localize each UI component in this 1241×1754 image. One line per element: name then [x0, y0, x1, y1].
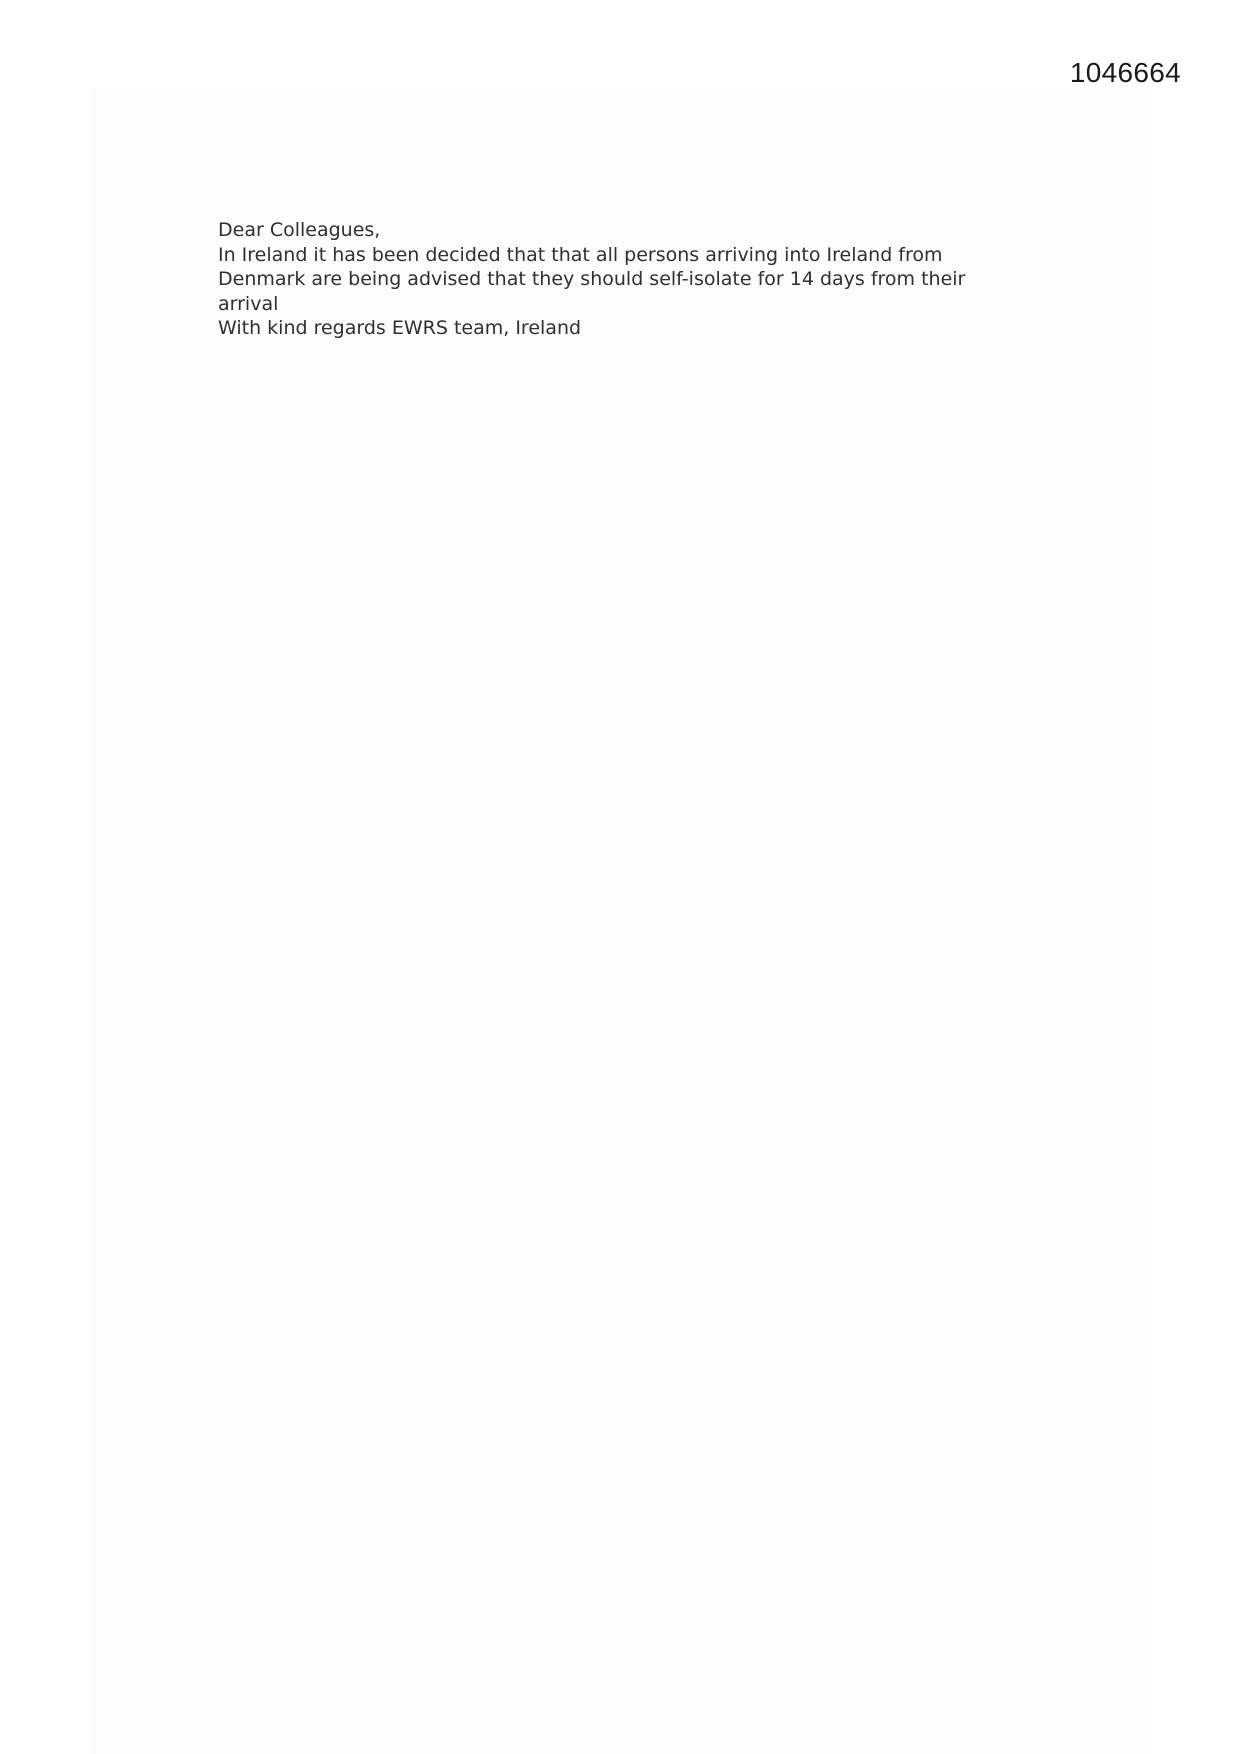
- letter-line: Denmark are being advised that they should self-isolate for 14 days from their: [218, 268, 966, 290]
- letter-closing: With kind regards EWRS team, Ireland: [218, 317, 582, 339]
- letter-greeting: Dear Colleagues,: [218, 219, 381, 241]
- document-number: 1046664: [1069, 57, 1181, 88]
- letter-line: arrival: [218, 292, 279, 315]
- letter-line: In Ireland it has been decided that that all persons arriving into Ireland from: [218, 243, 943, 266]
- letter-body: [218, 218, 1018, 341]
